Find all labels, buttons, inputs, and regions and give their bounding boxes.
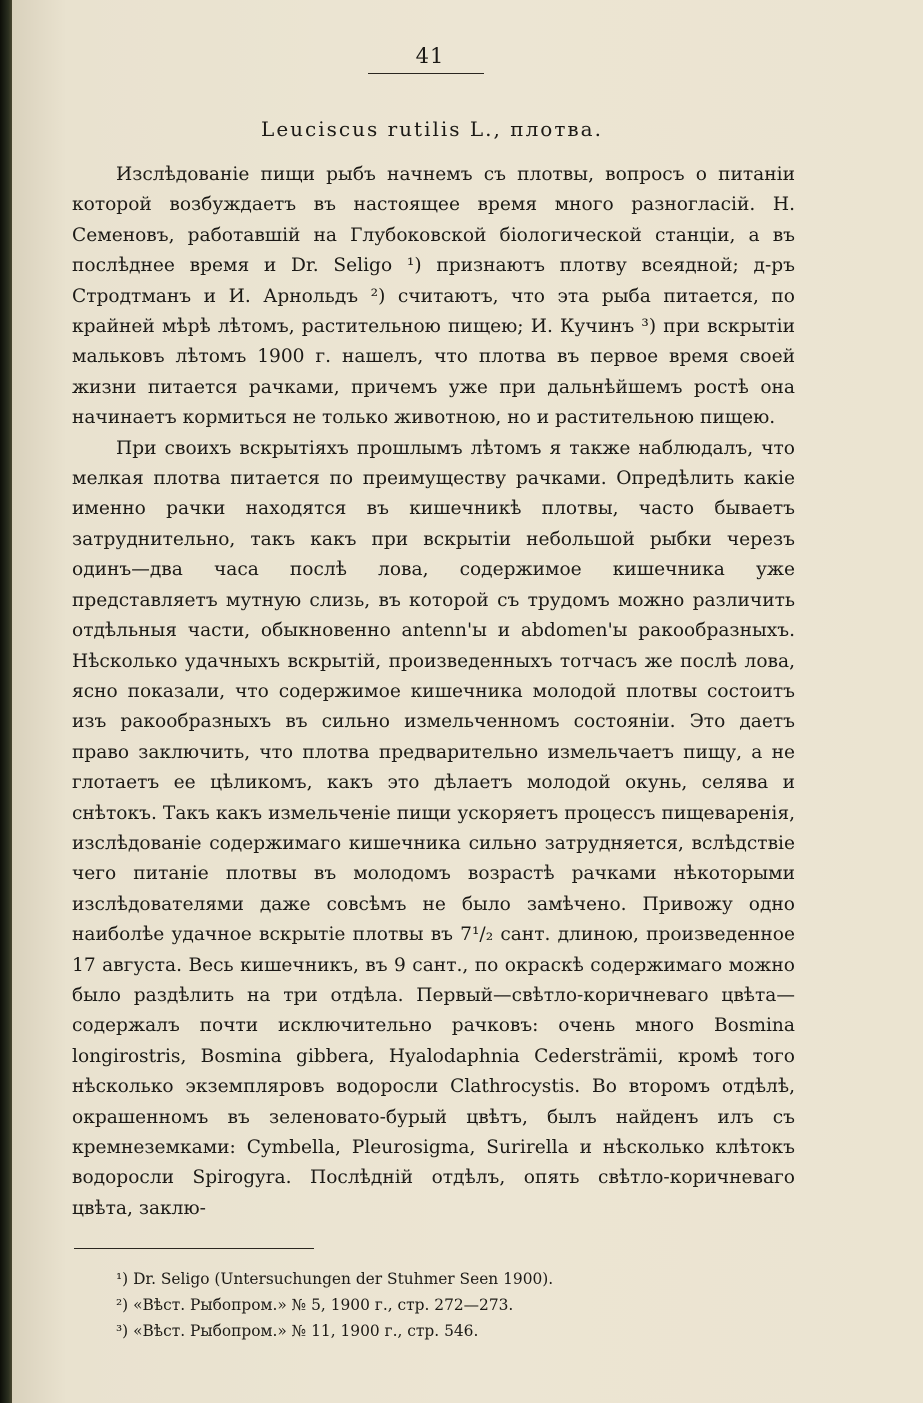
section-title: Leuciscus rutilis L., плотва. <box>261 117 603 141</box>
footnote-3: ³) «Вѣст. Рыбопром.» № 11, 1900 г., стр. 546. <box>116 1322 479 1340</box>
page-number: 41 <box>415 44 445 68</box>
paragraph-1: Изслѣдованіе пищи рыбъ начнемъ съ плотвы, вопросъ о питаніи которой возбуждаетъ въ настоящее время много разногласій. Н. Семеновъ, работавшій на Глубоковской біологической станціи, а въ послѣднее время и Dr. Seligo ¹) признаютъ плотву всеядной; д-ръ Стродтманъ и И. Арнольдъ ²) считаютъ, что эта рыба питается, по крайней мѣрѣ лѣтомъ, растительною пищею; И. Кучинъ ³) при вскрытіи мальковъ лѣтомъ 1900 г. нашелъ, что плотва въ первое время своей жизни питается рачками, причемъ уже при дальнѣйшемъ ростѣ она начинаетъ кормиться не только животною, но и растительною пищею. <box>72 164 795 429</box>
header-rule <box>368 73 484 74</box>
footnotes <box>116 1266 776 1344</box>
body-text <box>72 160 795 1224</box>
book-spine-shadow <box>0 0 12 1403</box>
paragraph-2: При своихъ вскрытіяхъ прошлымъ лѣтомъ я также наблюдалъ, что мелкая плотва питается по преимуществу рачками. Опредѣлить какіе именно рачки находятся въ кишечникѣ плотвы, часто бываетъ затруднительно, такъ какъ при вскрытіи небольшой рыбки черезъ одинъ—два часа послѣ лова, содержимое кишечника уже представляетъ мутную слизь, въ которой съ трудомъ можно различить отдѣльныя части, обыкновенно antenn'ы и abdomen'ы ракообразныхъ. Нѣсколько удачныхъ вскрытій, произведенныхъ тотчасъ же послѣ лова, ясно показали, что содержимое кишечника молодой плотвы состоитъ изъ ракообразныхъ въ сильно измельченномъ состояніи. Это даетъ право заключить, что плотва предварительно измельчаетъ пищу, а не глотаетъ ее цѣликомъ, какъ это дѣлаетъ молодой окунь, селява и снѣтокъ. Такъ какъ измельченіе пищи ускоряетъ процессъ пищеваренія, изслѣдованіе содержимаго кишечника сильно затрудняется, вслѣдствіе чего питаніе плотвы въ молодомъ возрастѣ рачками нѣкоторыми изслѣдователями даже совсѣмъ не было замѣчено. Привожу одно наиболѣе удачное вскрытіе плотвы въ 7¹/₂ сант. длиною, произведенное 17 августа. Весь кишечникъ, въ 9 сант., по окраскѣ содержимаго можно было раздѣлить на три отдѣла. Первый—свѣтло-коричневаго цвѣта—содержалъ почти исключительно рачковъ: очень много Bosmina longirostris, Bosmina gibbera, Hyalodaphnia Cedersträmii, кромѣ того нѣсколько экземпляровъ водоросли Clathrocystis. Во второмъ отдѣлѣ, окрашенномъ въ зеленовато-бурый цвѣтъ, былъ найденъ илъ съ кремнеземками: Cymbella, Pleurosigma, Surirella и нѣсколько клѣтокъ водоросли Spirogyra. Послѣдній отдѣлъ, опять свѣтло-коричневаго цвѣта, заклю- <box>72 437 795 1219</box>
book-page <box>12 0 923 1403</box>
footnote-rule <box>74 1248 314 1249</box>
footnote-1: ¹) Dr. Seligo (Untersuchungen der Stuhmer Seen 1900). <box>116 1270 554 1288</box>
footnote-2: ²) «Вѣст. Рыбопром.» № 5, 1900 г., стр. 272—273. <box>116 1296 514 1314</box>
